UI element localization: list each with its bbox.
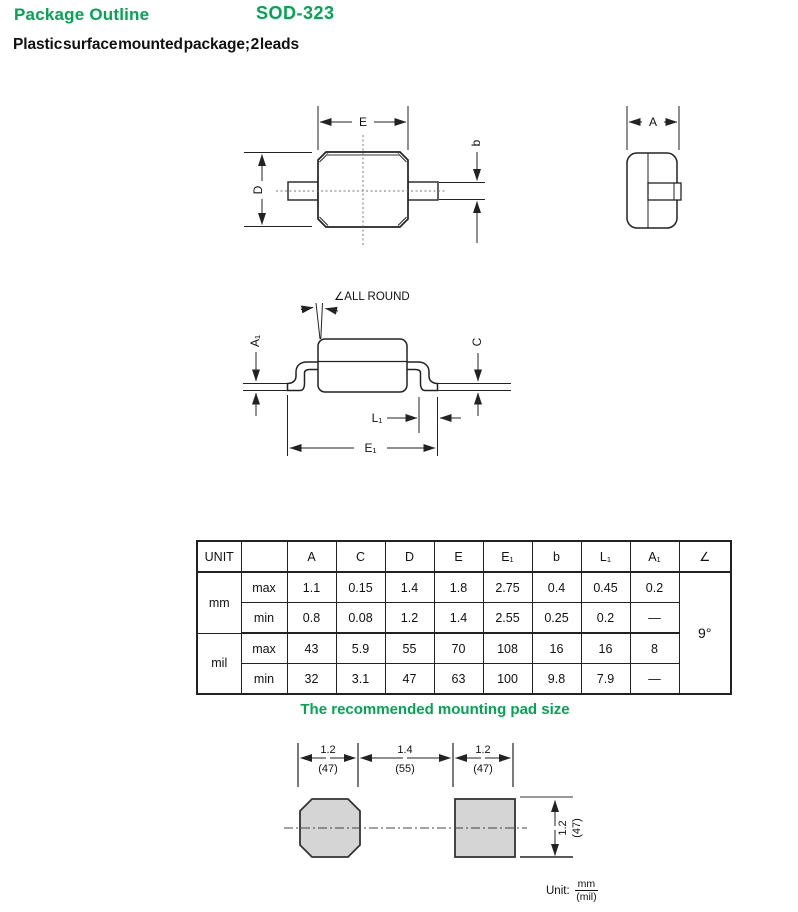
table-cell: 1.4 (434, 603, 483, 634)
unit-fraction (575, 878, 599, 903)
limit-cell: min (241, 664, 287, 695)
col-header-b: b (532, 541, 581, 572)
c-extension-lines (438, 384, 511, 391)
pad-dim1-mm: 1.2 (320, 744, 336, 756)
pad-dim1-mil: (47) (318, 763, 338, 775)
table-cell: 55 (385, 633, 434, 664)
page-subtitle: Plastic surface mounted package; 2 leads (13, 36, 300, 53)
mounting-pad-title: The recommended mounting pad size (300, 701, 570, 718)
table-cell: 0.08 (336, 603, 385, 634)
top-view-drawing (230, 95, 700, 265)
dim-label-E: E (358, 115, 368, 129)
table-cell: 100 (483, 664, 532, 695)
table-cell: 8 (630, 633, 679, 664)
table-cell: 108 (483, 633, 532, 664)
table-cell: 1.8 (434, 572, 483, 603)
table-row-mil-min (197, 664, 731, 695)
unit-numerator: mm (577, 878, 596, 890)
table-cell: 1.4 (385, 572, 434, 603)
pad-dim2-mm: 1.4 (397, 744, 413, 756)
dim-label-D: D (251, 185, 265, 195)
unit-cell-mm: mm (197, 572, 241, 633)
pad-dim2-mil: (55) (395, 763, 415, 775)
col-header-A: A (287, 541, 336, 572)
angle-note-label: ∠ALL ROUND (334, 291, 410, 303)
table-cell: 32 (287, 664, 336, 695)
table-cell: 3.1 (336, 664, 385, 695)
side-view-drawing (230, 275, 520, 475)
table-cell: 0.2 (581, 603, 630, 634)
end-view-lead (648, 183, 681, 200)
limit-cell: max (241, 572, 287, 603)
table-cell: — (630, 664, 679, 695)
table-row-mil-max (197, 633, 731, 664)
dim-label-A: A (648, 115, 658, 129)
table-cell: 7.9 (581, 664, 630, 695)
col-header-L1: L₁ (581, 541, 630, 572)
table-cell: — (630, 603, 679, 634)
dim-label-b: b (469, 139, 483, 147)
limit-cell: min (241, 603, 287, 634)
pad-dim3-mm: 1.2 (475, 744, 491, 756)
dim-label-L1: L₁ (371, 411, 383, 425)
table-cell: 43 (287, 633, 336, 664)
part-number: SOD-323 (256, 3, 335, 23)
table-cell: 1.1 (287, 572, 336, 603)
unit-note-label: Unit: (546, 884, 570, 897)
table-cell: 16 (581, 633, 630, 664)
table-row-mm-min (197, 603, 731, 634)
table-cell: 47 (385, 664, 434, 695)
table-cell: 0.15 (336, 572, 385, 603)
unit-header-cell: UNIT (197, 541, 241, 572)
page-title: Package Outline (14, 5, 150, 24)
mounting-pad-drawing (270, 735, 640, 880)
table-cell: 0.4 (532, 572, 581, 603)
col-header-C: C (336, 541, 385, 572)
dimensions-table (196, 540, 732, 695)
pad-height-mil: (47) (571, 818, 583, 838)
blank-header-cell (241, 541, 287, 572)
table-cell: 70 (434, 633, 483, 664)
unit-cell-mil: mil (197, 633, 241, 694)
table-cell: 2.55 (483, 603, 532, 634)
table-cell: 0.45 (581, 572, 630, 603)
dim-label-E1: E₁ (364, 441, 377, 455)
angle-tolerance-lines (316, 303, 323, 339)
package-body-side-view (318, 339, 407, 392)
table-header-row (197, 541, 731, 572)
table-cell: 0.2 (630, 572, 679, 603)
table-cell: 9.8 (532, 664, 581, 695)
col-header-angle: ∠ (679, 541, 731, 572)
gullwing-lead-right (407, 362, 438, 391)
dim-label-C: C (470, 337, 484, 347)
angle-arrow-right (326, 309, 339, 312)
pad-dim3-mil: (47) (473, 763, 493, 775)
col-header-D: D (385, 541, 434, 572)
pad-height-mm: 1.2 (557, 820, 569, 836)
limit-cell: max (241, 633, 287, 664)
col-header-E1: E₁ (483, 541, 532, 572)
table-row-mm-max (197, 572, 731, 603)
table-cell: 16 (532, 633, 581, 664)
l1-extension-lines (419, 397, 438, 456)
table-cell: 5.9 (336, 633, 385, 664)
col-header-A1: A₁ (630, 541, 679, 572)
table-cell: 0.25 (532, 603, 581, 634)
unit-note (546, 878, 598, 903)
angle-arrow-left (301, 308, 313, 310)
a1-extension-lines (243, 384, 287, 391)
table-cell: 2.75 (483, 572, 532, 603)
unit-denominator: (mil) (576, 891, 597, 904)
col-header-E: E (434, 541, 483, 572)
gullwing-lead-left (288, 362, 319, 391)
table-cell: 0.8 (287, 603, 336, 634)
table-cell: 1.2 (385, 603, 434, 634)
dim-label-A1: A₁ (248, 334, 262, 348)
angle-value-cell: 9° (679, 572, 731, 694)
table-cell: 63 (434, 664, 483, 695)
b-extension-lines (439, 183, 485, 200)
